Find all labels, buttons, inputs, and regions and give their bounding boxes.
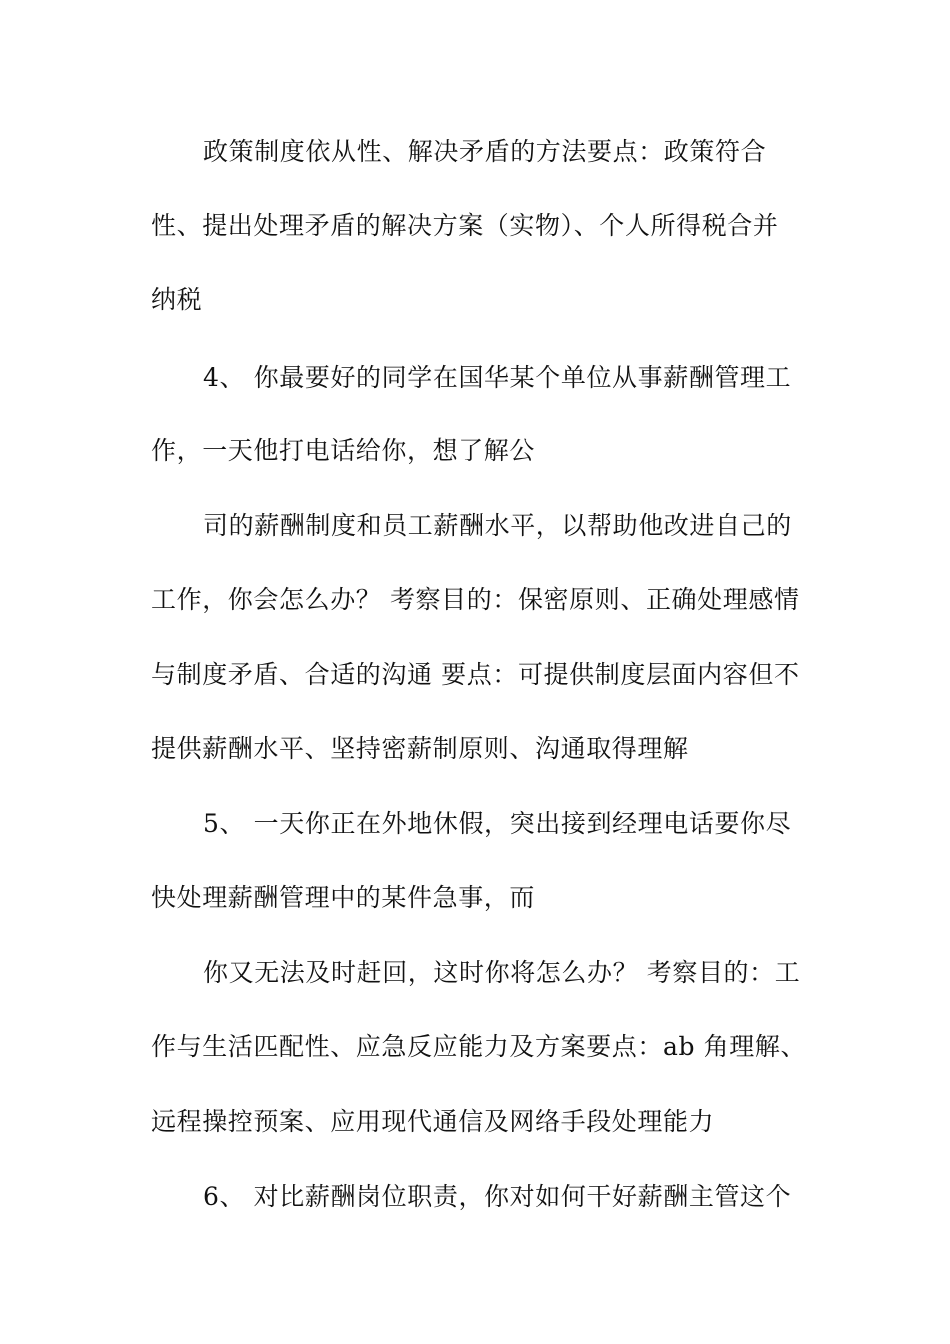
text-line: 远程操控预案、应用现代通信及网络手段处理能力	[151, 1107, 715, 1136]
text-line: 提供薪酬水平、坚持密薪制原则、沟通取得理解	[151, 734, 689, 763]
text-line: 作与生活匹配性、应急反应能力及方案要点：ab 角理解、	[151, 1032, 807, 1061]
text-line: 快处理薪酬管理中的某件急事，而	[151, 883, 536, 912]
text-line: 作，一天他打电话给你，想了解公	[151, 436, 536, 465]
text-line: 6、 对比薪酬岗位职责，你对如何干好薪酬主管这个	[203, 1182, 792, 1211]
text-line: 4、 你最要好的同学在国华某个单位从事薪酬管理工	[203, 363, 792, 392]
text-line: 政策制度依从性、解决矛盾的方法要点：政策符合	[203, 137, 767, 166]
text-line: 司的薪酬制度和员工薪酬水平，以帮助他改进自己的	[203, 511, 792, 540]
text-line: 工作，你会怎么办？ 考察目的：保密原则、正确处理感情	[151, 585, 800, 614]
text-line: 性、提出处理矛盾的解决方案（实物）、个人所得税合并	[151, 211, 779, 240]
text-line: 你又无法及时赶回，这时你将怎么办？ 考察目的：工	[203, 958, 801, 987]
text-line: 5、 一天你正在外地休假，突出接到经理电话要你尽	[203, 809, 792, 838]
text-line: 纳税	[151, 285, 203, 314]
text-line: 与制度矛盾、合适的沟通 要点：可提供制度层面内容但不	[151, 660, 800, 689]
